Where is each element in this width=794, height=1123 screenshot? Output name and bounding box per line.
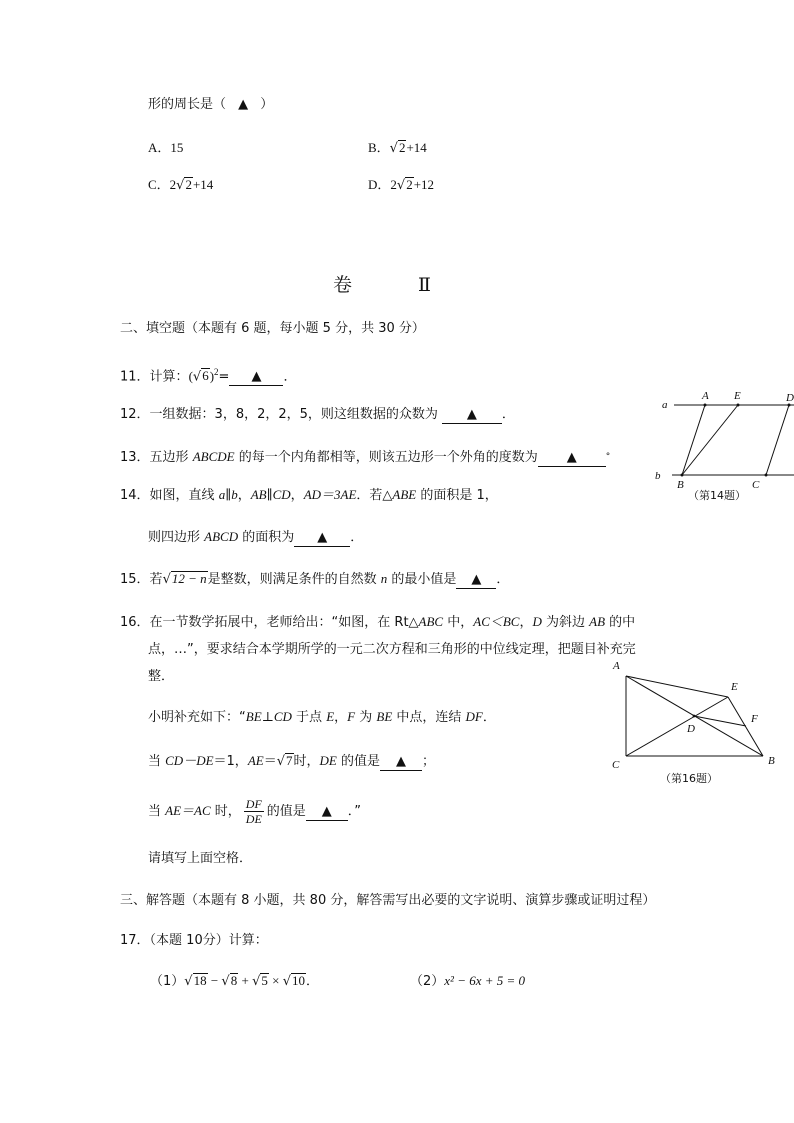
q14-line2: 则四边形 ABCD 的面积为 ▲ ． bbox=[148, 529, 364, 545]
segment-dc bbox=[766, 405, 789, 475]
fraction-df-de: $\frac{DF}{DE}$ bbox=[245, 797, 262, 826]
q17-stem: 17．（本题 10分）计算： bbox=[120, 933, 268, 948]
q16-line1: 16．在一节数学拓展中，老师给出：“如图，在 Rt△ABC 中，AC＜BC，D 为斜边 AB 的中 bbox=[120, 614, 636, 630]
q10-option-a: A．15 bbox=[148, 140, 184, 155]
point-c bbox=[765, 474, 768, 477]
label-point-e: E bbox=[734, 390, 741, 402]
q16-line6: 当 AE＝AC 时， $\frac{DF}{DE}$ 的值是 ▲ ．” bbox=[148, 797, 362, 826]
label-point-f: F bbox=[751, 713, 758, 725]
q17-part1: （1）√18 − √8 + √5 × √10． bbox=[150, 973, 320, 989]
label-point-b: B bbox=[677, 479, 684, 491]
point-b bbox=[681, 474, 684, 477]
q14-caption: （第14题） bbox=[688, 489, 746, 502]
point-a bbox=[704, 404, 707, 407]
q10-option-d: D．2√2+12 bbox=[368, 177, 435, 193]
segment-ab bbox=[682, 405, 705, 475]
label-point-a: A bbox=[613, 660, 620, 672]
section3-heading: 三、解答题（本题有 8 小题，共 80 分，解答需写出必要的文字说明、演算步骤或证明过程） bbox=[120, 893, 656, 908]
q16-figure bbox=[608, 656, 782, 790]
q16-line3: 整． bbox=[148, 669, 175, 684]
q10-option-c: C．2√2+14 bbox=[148, 177, 214, 193]
answer-blank: ▲ bbox=[294, 530, 350, 547]
label-point-c: C bbox=[752, 479, 760, 491]
q16-line5: 当 CD－DE＝1，AE＝√7时，DE 的值是 ▲ ； bbox=[148, 753, 436, 769]
segment-df bbox=[694, 716, 746, 726]
label-point-e: E bbox=[731, 681, 738, 693]
answer-blank: ▲ bbox=[380, 754, 422, 771]
label-point-d: D bbox=[786, 392, 794, 404]
q16-line2: 点，…”，要求结合本学期所学的一元二次方程和三角形的中位线定理，把题目补充完 bbox=[148, 642, 636, 657]
q14-figure bbox=[652, 386, 794, 510]
q16-line7: 请填写上面空格． bbox=[148, 851, 253, 866]
section2-heading: 二、填空题（本题有 6 题，每小题 5 分，共 30 分） bbox=[120, 321, 425, 336]
point-d bbox=[693, 715, 696, 718]
q14-line1: 14．如图，直线 a∥b，AB∥CD，AD＝3AE．若△ABE 的面积是 1， bbox=[120, 487, 498, 503]
answer-blank: ▲ bbox=[442, 407, 502, 424]
answer-blank: ▲ bbox=[538, 450, 606, 467]
q10-option-b: B．√2+14 bbox=[368, 140, 427, 156]
label-point-a: A bbox=[702, 390, 709, 402]
q13: 13．五边形 ABCDE 的每一个内角都相等，则该五边形一个外角的度数为 ▲ ° bbox=[120, 449, 611, 465]
q10-stem: 形的周长是（ ▲ ） bbox=[148, 97, 274, 112]
point-e bbox=[737, 404, 740, 407]
label-point-c: C bbox=[612, 759, 620, 771]
q15: 15．若√12 − n是整数，则满足条件的自然数 n 的最小值是 ▲ ． bbox=[120, 571, 510, 587]
answer-mark: ▲ bbox=[238, 97, 249, 112]
segment-be bbox=[682, 405, 738, 475]
volume-title: 卷 Ⅱ bbox=[333, 274, 461, 296]
q16-caption: （第16题） bbox=[660, 772, 718, 785]
answer-blank: ▲ bbox=[229, 369, 283, 386]
answer-blank: ▲ bbox=[306, 804, 348, 821]
label-b-line: b bbox=[655, 470, 661, 482]
segment-ae bbox=[626, 676, 728, 697]
label-point-b: B bbox=[768, 755, 775, 767]
segment-eb bbox=[728, 697, 763, 756]
q12: 12．一组数据：3，8，2，2，5，则这组数据的众数为 ▲ ． bbox=[120, 407, 515, 422]
q16-line4: 小明补充如下：“BE⊥CD 于点 E，F 为 BE 中点，连结 DF． bbox=[148, 709, 496, 725]
answer-blank: ▲ bbox=[456, 572, 496, 589]
label-point-d: D bbox=[687, 723, 695, 735]
label-a-line: a bbox=[662, 399, 668, 411]
q11: 11．计算：$(√6)^2=$ ▲ ． bbox=[120, 367, 297, 385]
q17-part2: （2）x² − 6x + 5 = 0 bbox=[410, 973, 526, 989]
